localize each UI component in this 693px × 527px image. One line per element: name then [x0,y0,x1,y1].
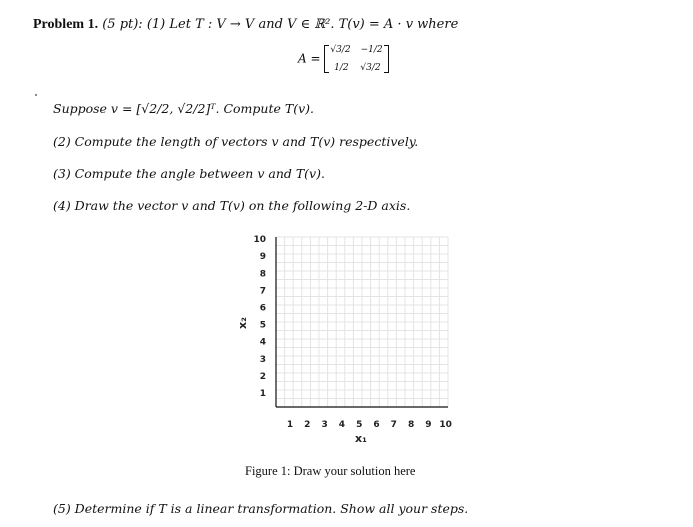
problem-label: Problem 1. [33,17,99,32]
y-tick-label: 5 [259,320,266,331]
matrix-cell-11: √3/2 [330,45,351,55]
x-tick-label: 10 [439,420,452,430]
x-axis-label: x₁ [355,432,367,445]
x-tick-label: 6 [373,420,380,430]
x-tick-label: 4 [338,420,346,430]
part1-text: (1) Let T : V → V and V ∈ ℝ². T(v) = A · v where [146,17,459,32]
points-label: (5 pt): [102,17,143,32]
x-tick-label: 8 [407,420,415,430]
y-axis-label: x₂ [236,317,249,329]
matrix-cell-12: −1/2 [360,45,383,55]
plot-grid [276,237,448,407]
y-tick-label: 6 [259,303,266,314]
problem-heading [33,17,458,33]
y-tick-label: 3 [259,354,266,365]
matrix-equation [298,45,389,87]
y-tick-label: 2 [259,371,266,382]
y-tick-label: 8 [259,269,266,280]
y-tick-label: 4 [259,337,266,348]
x-tick-label: 9 [425,420,432,430]
x-tick-labels [287,420,452,430]
y-tick-label: 10 [253,235,266,246]
answer-plot[interactable] [230,228,470,453]
matrix-cell-21: 1/2 [334,63,349,73]
question-4: (4) Draw the vector v and T(v) on the following 2-D axis. [53,198,411,213]
y-tick-label: 1 [259,389,266,399]
matrix-A [324,45,388,73]
bullet-dot [35,94,37,96]
x-tick-label: 2 [304,420,311,430]
question-3: (3) Compute the angle between v and T(v). [53,166,325,181]
question-2: (2) Compute the length of vectors v and T(v) respectively. [53,134,419,149]
x-tick-label: 7 [390,420,397,430]
y-tick-label: 9 [259,252,266,263]
x-tick-label: 1 [286,420,294,430]
matrix-lhs: A = [298,51,321,66]
x-tick-label: 5 [356,420,363,430]
matrix-cell-22: √3/2 [360,63,381,73]
suppose-text: Suppose v = [√2/2, √2/2]ᵀ. Compute T(v). [53,101,314,116]
matrix-row-2 [330,63,382,73]
y-tick-label: 7 [259,286,266,297]
question-5: (5) Determine if T is a linear transformation. Show all your steps. [53,501,469,516]
y-tick-labels [253,235,266,399]
matrix-row-1 [330,45,382,55]
x-tick-label: 3 [321,420,328,430]
figure-caption: Figure 1: Draw your solution here [245,464,416,478]
